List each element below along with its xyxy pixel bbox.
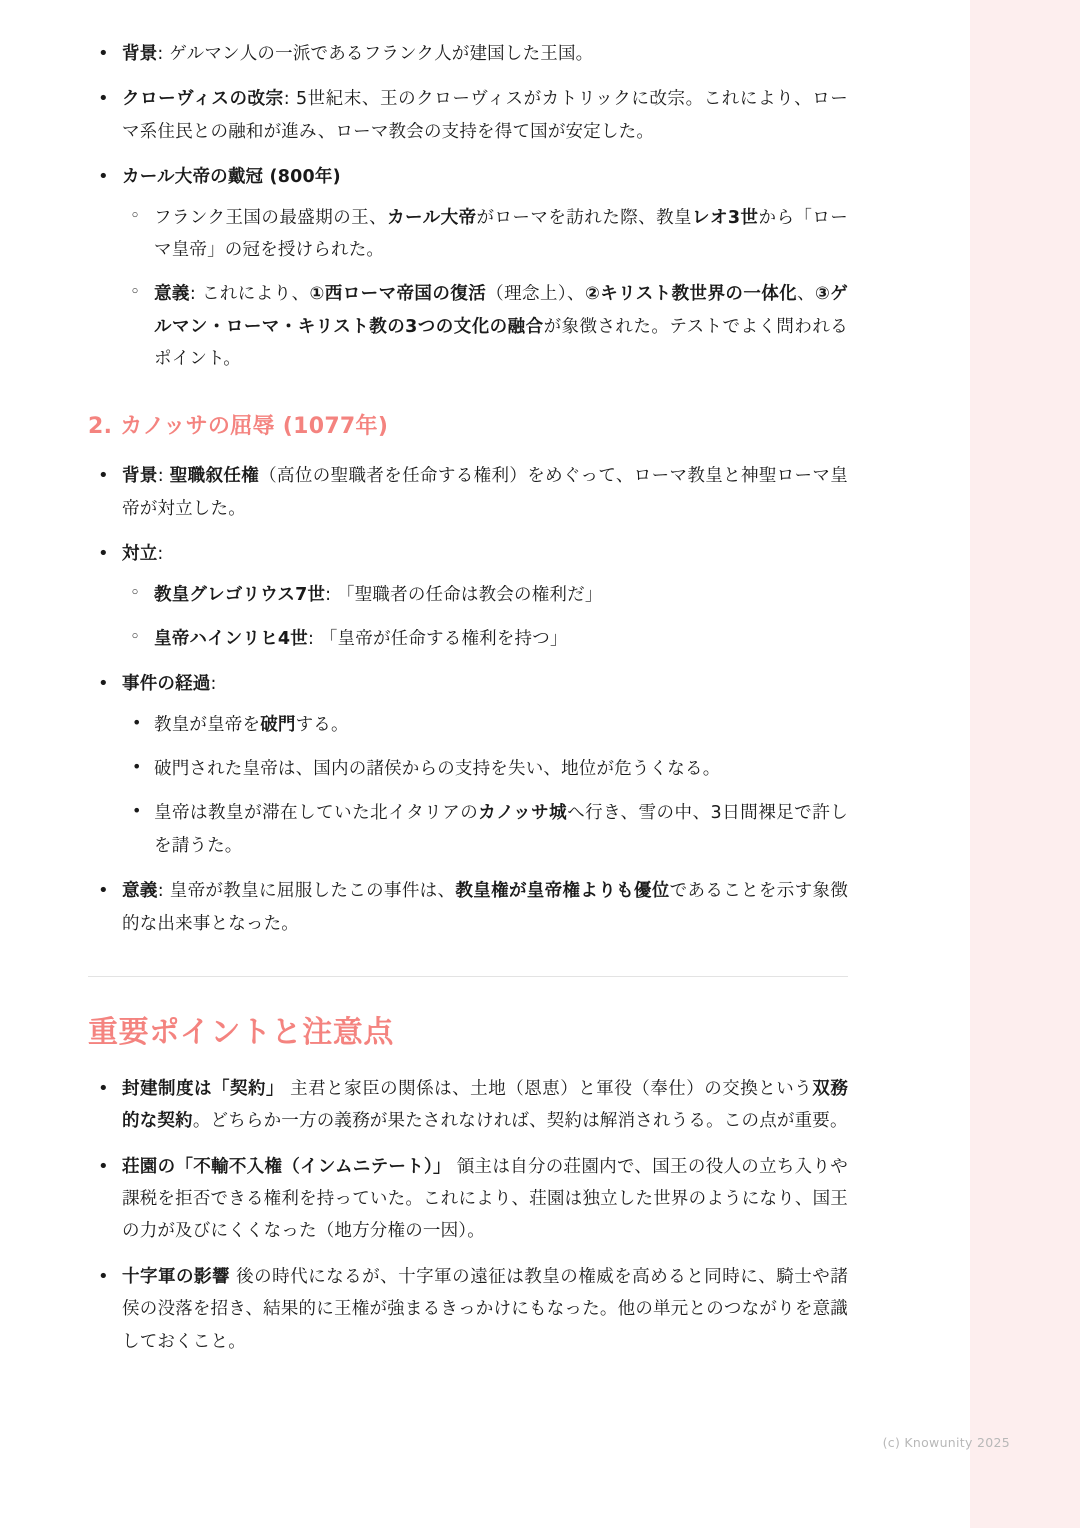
canossa-bullet-list	[88, 460, 848, 940]
list-item	[88, 460, 848, 525]
list-item	[122, 709, 848, 741]
bullet-text: カール大帝の戴冠 (800年)	[122, 167, 341, 188]
list-item	[122, 278, 848, 375]
copyright-watermark: (c) Knowunity 2025	[882, 1435, 1010, 1450]
list-item	[122, 623, 848, 655]
list-item	[88, 875, 848, 940]
bullet-text: 背景: 聖職叙任権（高位の聖職者を任命する権利）をめぐって、ローマ教皇と神聖ローマ皇帝が対立した。	[122, 466, 849, 519]
list-item	[122, 753, 848, 785]
bullet-text: 背景: ゲルマン人の一派であるフランク人が建国した王国。	[122, 44, 594, 64]
list-item	[88, 1151, 848, 1248]
list-item	[122, 202, 848, 267]
sub-bullet-text: 破門された皇帝は、国内の諸侯からの支持を失い、地位が危うくなる。	[154, 759, 721, 779]
bullet-text: クローヴィスの改宗: 5世紀末、王のクローヴィスがカトリックに改宗。これにより、ローマ系住民との融和が進み、ローマ教会の支持を得て国が安定した。	[122, 89, 848, 142]
bullet-text: 対立:	[122, 544, 164, 565]
list-item	[88, 668, 848, 862]
list-item	[88, 161, 848, 375]
sub-bullet-text: 教皇グレゴリウス7世: 「聖職者の任命は教会の権利だ」	[154, 584, 603, 605]
coronation-sub-list	[122, 202, 848, 376]
list-item	[88, 38, 848, 70]
sub-bullet-text: 皇帝は教皇が滞在していた北イタリアのカノッサ城へ行き、雪の中、3日間裸足で許しを請うた。	[154, 803, 848, 856]
list-item	[122, 579, 848, 611]
bullet-text: 十字軍の影響 後の時代になるが、十字軍の遠征は教皇の権威を高めると同時に、騎士や諸侯の没落を招き、結果的に王権が強まるきっかけにもなった。他の単元とのつながりを意識しておくこと。	[122, 1266, 849, 1352]
list-item	[88, 83, 848, 148]
sub-bullet-text: 意義: これにより、①西ローマ帝国の復活（理念上）、②キリスト教世界の一体化、③ゲルマン・ローマ・キリスト教の3つの文化の融合が象徴された。テストでよく問われるポイント。	[154, 284, 848, 369]
list-item	[88, 1073, 848, 1138]
section-divider	[88, 976, 848, 977]
bullet-text: 荘園の「不輸不入権（インムニテート）」 領主は自分の荘園内で、国王の役人の立ち入りや課税を拒否できる権利を持っていた。これにより、荘園は独立した世界のようになり、国王の力が及びにくくなった（地方分権の一因）。	[122, 1156, 848, 1242]
section-heading-key-points: 重要ポイントと注意点	[88, 1014, 394, 1050]
list-item	[88, 1261, 848, 1358]
key-points-bullet-list	[88, 1073, 848, 1358]
list-item	[88, 538, 848, 655]
bullet-text: 事件の経過:	[122, 674, 217, 695]
sub-bullet-text: 皇帝ハインリヒ4世: 「皇帝が任命する権利を持つ」	[154, 628, 568, 649]
section-heading-canossa: 2. カノッサの屈辱 (1077年)	[88, 414, 389, 440]
sub-bullet-text: 教皇が皇帝を破門する。	[154, 714, 349, 735]
list-item	[122, 797, 848, 862]
frank-kingdom-bullet-list	[88, 38, 848, 375]
document-content	[88, 38, 848, 1371]
decorative-side-band-edge	[964, 0, 970, 1528]
conflict-sub-list	[122, 579, 848, 656]
decorative-side-band	[970, 0, 1080, 1528]
sub-bullet-text: フランク王国の最盛期の王、カール大帝がローマを訪れた際、教皇レオ3世から「ローマ皇帝」の冠を授けられた。	[154, 207, 849, 260]
bullet-text: 意義: 皇帝が教皇に屈服したこの事件は、教皇権が皇帝権よりも優位であることを示す象徴的な出来事となった。	[122, 881, 849, 934]
process-sub-list	[122, 709, 848, 863]
bullet-text: 封建制度は「契約」 主君と家臣の関係は、土地（恩恵）と軍役（奉仕）の交換という双務的な契約。どちらか一方の義務が果たされなければ、契約は解消されうる。この点が重要。	[122, 1078, 849, 1132]
